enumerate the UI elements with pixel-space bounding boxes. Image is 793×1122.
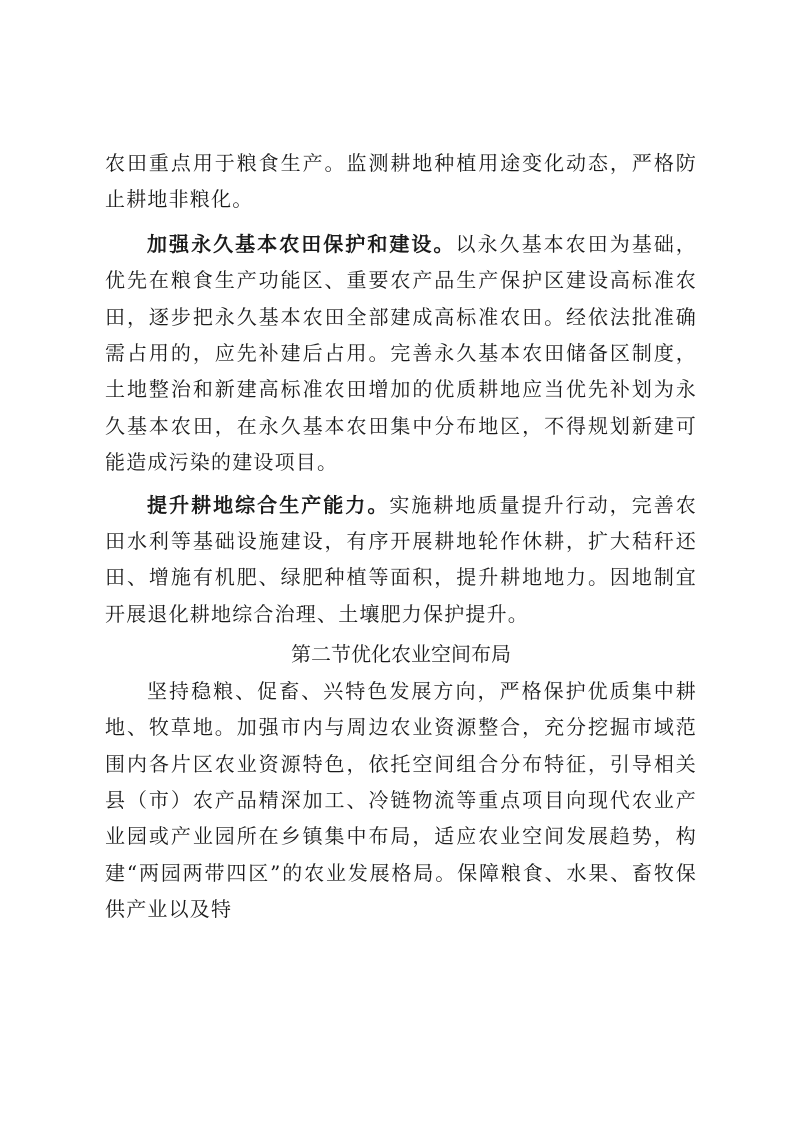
paragraph-text: 坚持稳粮、促畜、兴特色发展方向，严格保护优质集中耕地、牧草地。加强市内与周边农业资源整合，充分挖掘市域范围内各片区农业资源特色，依托空间组合分布特征，引导相关县（市）农产品精深加工、冷链物流等重点项目向现代农业产业园或产业园所在乡镇集中布局，适应农业空间发展趋势，构建“两园两带四区”的农业发展格局。保障粮食、水果、畜牧保供产业以及特 xyxy=(105,678,697,922)
paragraph-text: 实施耕地质量提升行动，完善农田水利等基础设施建设，有序开展耕地轮作休耕，扩大秸秆还田、增施有机肥、绿肥种植等面积，提升耕地地力。因地制宜开展退化耕地综合治理、土壤肥力保护提升。 xyxy=(105,492,697,626)
paragraph-production-capacity xyxy=(105,487,697,633)
paragraph-text: 农田重点用于粮食生产。监测耕地种植用途变化动态，严格防止耕地非粮化。 xyxy=(105,151,697,212)
paragraph-farmland-protection xyxy=(105,226,697,481)
section-title: 第二节优化农业空间布局 xyxy=(291,642,511,667)
paragraph-continuation xyxy=(105,145,697,218)
document-body xyxy=(105,145,697,928)
paragraph-heading: 加强永久基本农田保护和建设。 xyxy=(147,231,456,256)
paragraph-agricultural-layout xyxy=(105,673,697,928)
paragraph-text: 以永久基本农田为基础，优先在粮食生产功能区、重要农产品生产保护区建设高标准农田，逐步把永久基本农田全部建成高标准农田。经依法批准确需占用的，应先补建后占用。完善永久基本农田储备区制度，土地整治和新建高标准农田增加的优质耕地应当优先补划为永久基本农田，在永久基本农田集中分布地区，不得规划新建可能造成污染的建设项目。 xyxy=(105,231,697,475)
paragraph-heading: 提升耕地综合生产能力。 xyxy=(147,492,390,517)
